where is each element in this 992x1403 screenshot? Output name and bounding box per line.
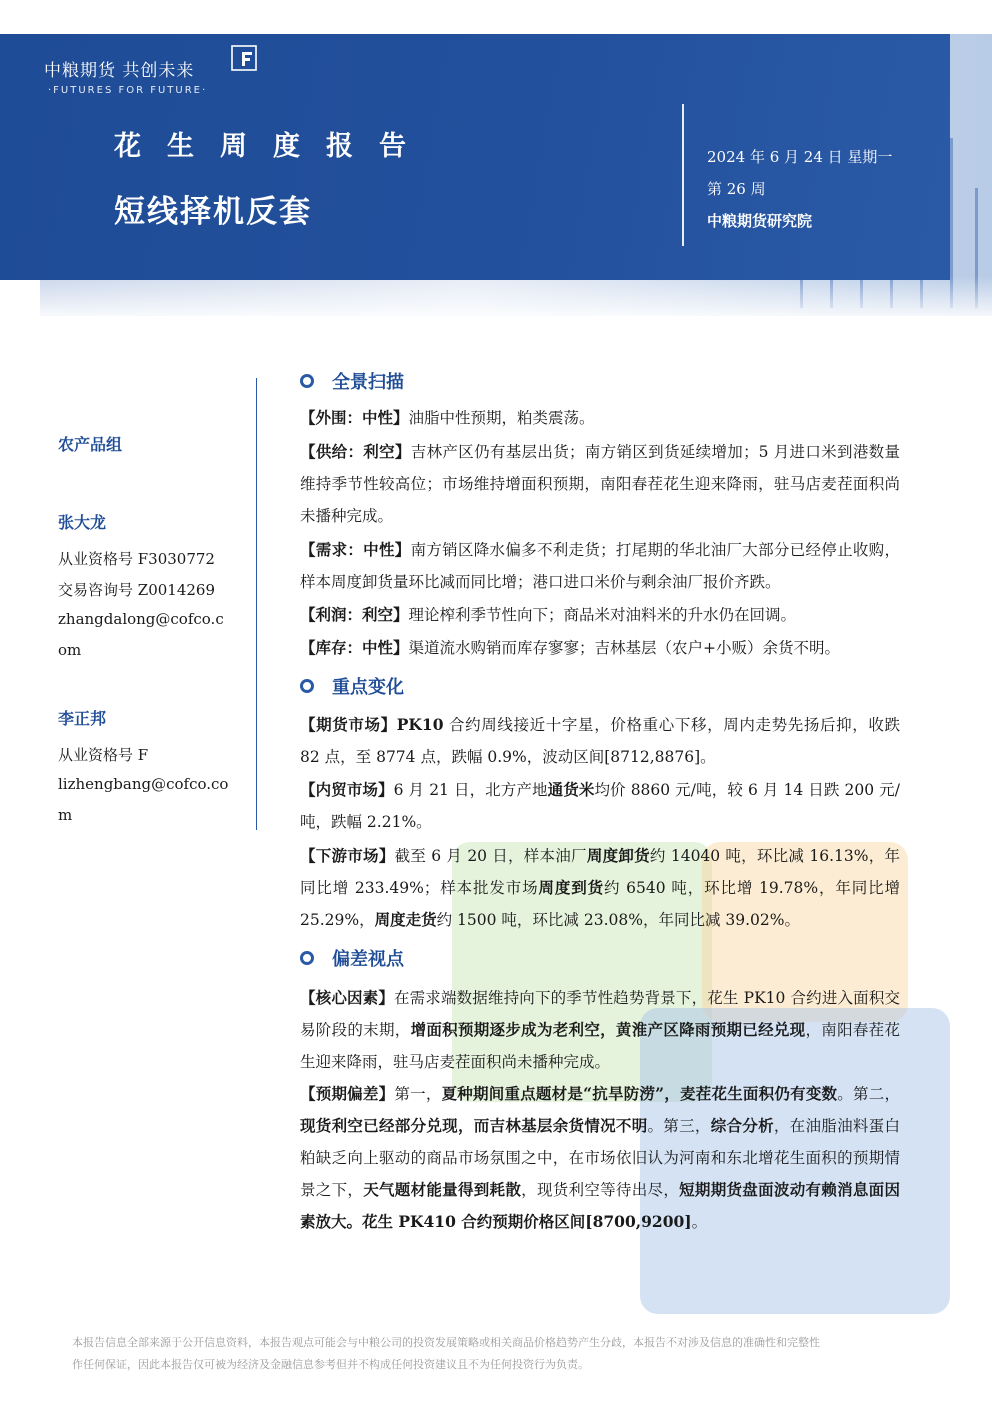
item-tag: 【内贸市场】: [300, 780, 394, 799]
deviation-expectation: [300, 1078, 900, 1238]
item-text: 均价 8860 元/吨，较 6 月 14 日跌 200 元/吨，跌幅 2.21%。: [300, 781, 900, 831]
report-title: 短线择机反套: [114, 194, 312, 230]
logo-slogan: ·FUTURES FOR FUTURE·: [48, 85, 208, 96]
analyst-name: 张大龙: [58, 513, 107, 532]
analyst-email[interactable]: zhangdalong@cofco.c: [58, 610, 224, 628]
item-tag: 【供给：利空】: [300, 442, 411, 461]
bullet-circle-icon: [300, 374, 314, 388]
research-institute: 中粮期货研究院: [707, 212, 813, 230]
analyst-name: 李正邦: [58, 709, 107, 728]
bullet-circle-icon: [300, 679, 314, 693]
changes-domestic-market: [300, 774, 900, 838]
item-highlight: 现货利空已经部分兑现，而吉林基层余货情况不明: [300, 1116, 648, 1135]
report-week: 第 26 周: [707, 180, 766, 198]
section-header-deviation: [300, 945, 404, 971]
report-type: 花生周度报告: [114, 131, 432, 162]
overview-item-inventory: [300, 632, 900, 664]
analyst-email-continued[interactable]: m: [58, 806, 73, 824]
overview-item-demand: [300, 534, 900, 598]
section-title: 重点变化: [332, 677, 404, 698]
item-tag: 【核心因素】: [300, 988, 394, 1007]
item-text: 南方销区降水偏多不利走货；打尾期的华北油厂大部分已经停止收购，样本周度卸货量环比减而同比增；港口进口米价与剩余油厂报价齐跌。: [300, 541, 900, 591]
analyst-email[interactable]: lizhengbang@cofco.co: [58, 775, 229, 793]
analyst-license: 从业资格号 F: [58, 746, 149, 764]
item-tag: 【利润：利空】: [300, 605, 409, 624]
team-name: 农产品组: [58, 435, 123, 454]
item-highlight: 通货米: [547, 780, 595, 799]
item-text: 油脂中性预期，粕类震荡。: [408, 409, 595, 427]
item-text: 理论榨利季节性向下；商品米对油料米的升水仍在回调。: [408, 606, 797, 624]
item-text: 。第三，: [647, 1117, 711, 1135]
item-text: 在需求端数据维持向下的季节性趋势背景下，花生 PK10 合约进入面积交易阶段的末期，: [300, 989, 900, 1039]
item-tag: 【预期偏差】: [300, 1084, 395, 1103]
item-highlight: 夏种期间重点题材是“抗旱防涝”，麦茬花生面积仍有变数: [441, 1084, 838, 1103]
item-text: ，南阳春茬花生迎来降雨，驻马店麦茬面积尚未播种完成。: [300, 1021, 900, 1071]
overview-item-macro: [300, 402, 900, 434]
analyst-advisory-number: 交易咨询号 Z0014269: [58, 581, 215, 599]
item-text: 吉林产区仍有基层出货；南方销区到货延续增加；5 月进口米到港数量维持季节性较高位；市场维持增面积预期，南阳春茬花生迎来降雨，驻马店麦茬面积尚未播种完成。: [300, 443, 900, 525]
section-header-changes: [300, 673, 404, 699]
overview-item-supply: [300, 436, 900, 532]
disclaimer-line: 作任何保证，因此本报告仅可被为经济及金融信息参考但并不构成任何投资建议且不为任何投资行为负责。: [72, 1358, 589, 1371]
item-text: 约 14040 吨，环比减 16.13%，年同比增 233.49%；样本批发市场: [300, 847, 900, 897]
sidebar-divider: [256, 378, 257, 830]
item-text: 。第二，: [837, 1085, 900, 1103]
changes-futures-market: [300, 709, 900, 773]
item-text: 截至 6 月 20 日，样本油厂: [394, 847, 587, 865]
item-tag: 【下游市场】: [300, 846, 395, 865]
logo-text: 中粮期货 共创未来: [44, 61, 195, 81]
section-title: 偏差视点: [332, 949, 404, 970]
disclaimer-line: 本报告信息全部来源于公开信息资料，本报告观点可能会与中粮公司的投资发展策略或相关商品价格趋势产生分歧，本报告不对涉及信息的准确性和完整性: [72, 1336, 820, 1349]
item-text: ，现货利空等待出尽，: [521, 1181, 680, 1199]
header-divider: [682, 104, 684, 246]
item-highlight: 增面积预期逐步成为老利空，黄淮产区降雨预期已经兑现: [410, 1020, 806, 1039]
item-text: 6 月 21 日，北方产地: [393, 781, 548, 799]
analyst-email-continued[interactable]: om: [58, 641, 82, 659]
item-highlight: 短期期货盘面波动有赖消息面因素放大。花生 PK410 合约预期价格区间[8700,9200]: [300, 1180, 900, 1231]
section-header-overview: [300, 368, 404, 394]
item-text: 第一，: [394, 1085, 442, 1103]
item-tag: 【需求：中性】: [300, 540, 411, 559]
item-highlight: 周度到货: [538, 878, 604, 897]
item-highlight: 天气题材能量得到耗散: [363, 1180, 522, 1199]
disclaimer: [72, 1332, 932, 1376]
changes-downstream-market: [300, 840, 900, 936]
item-text: 。: [691, 1213, 708, 1231]
item-tag: 【期货市场】: [300, 715, 397, 734]
item-tag: 【库存：中性】: [300, 638, 409, 657]
item-text: 合约周线接近十字星，价格重心下移，周内走势先扬后抑，收跌 82 点，至 8774 点，跌幅 0.9%，波动区间[8712,8876]。: [300, 716, 900, 766]
deviation-core-factor: [300, 982, 900, 1078]
bullet-circle-icon: [300, 951, 314, 965]
item-text: 约 6540 吨，环比增 19.78%，年同比增 25.29%，: [300, 879, 900, 929]
item-text: 约 1500 吨，环比减 23.08%，年同比减 39.02%。: [436, 911, 800, 929]
overview-item-profit: [300, 599, 900, 631]
item-highlight: 综合分析: [710, 1116, 774, 1135]
logo-mark-icon: [230, 44, 258, 72]
section-title: 全景扫描: [332, 372, 404, 393]
contract-code: PK10: [396, 715, 444, 734]
analyst-license: 从业资格号 F3030772: [58, 550, 215, 568]
item-text: ，在油脂油料蛋白粕缺乏向上驱动的商品市场氛围之中，在市场依旧认为河南和东北增花生面积的预期情景之下，: [300, 1117, 900, 1199]
item-highlight: 周度卸货: [586, 846, 650, 865]
report-date: 2024 年 6 月 24 日 星期一: [707, 148, 893, 166]
item-tag: 【外围：中性】: [300, 408, 409, 427]
company-logo: [44, 56, 194, 81]
item-highlight: 周度走货: [374, 910, 437, 929]
item-text: 渠道流水购销而库存寥寥；吉林基层（农户+小贩）余货不明。: [408, 639, 841, 657]
